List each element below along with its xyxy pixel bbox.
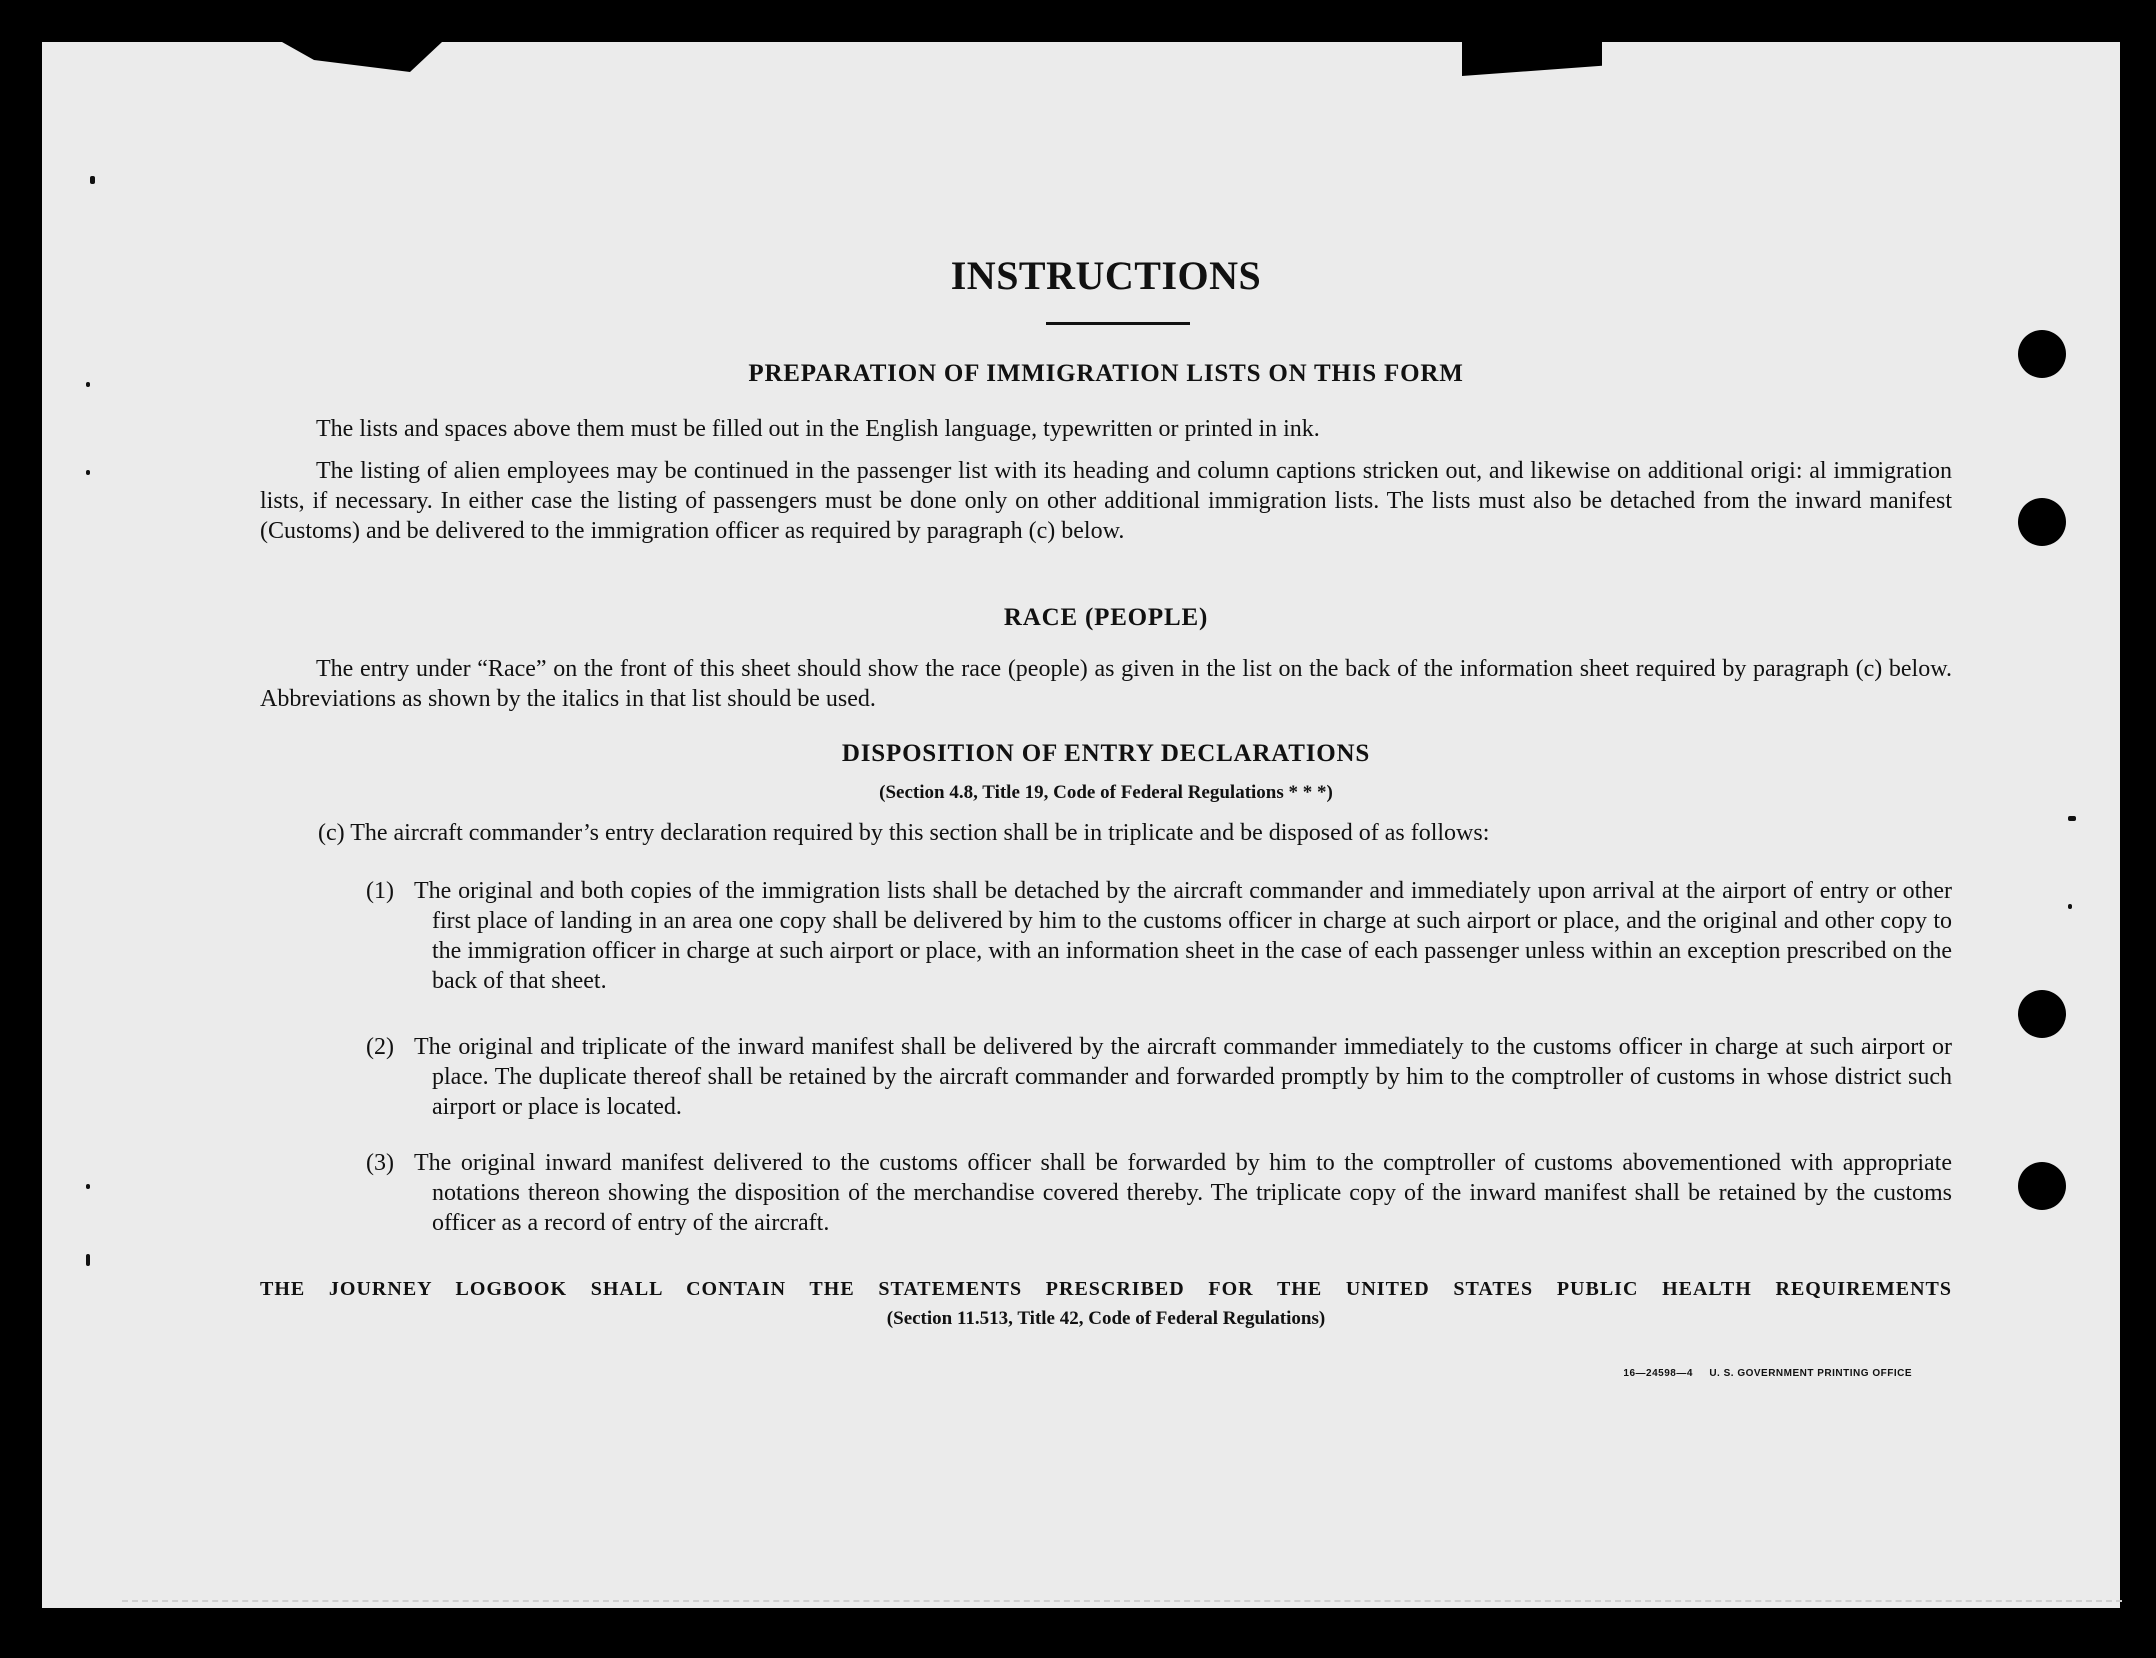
section-heading-disposition: DISPOSITION OF ENTRY DECLARATIONS	[841, 740, 1371, 767]
bleed-through	[902, 80, 910, 114]
title-rule	[1046, 322, 1190, 325]
document-page	[42, 42, 2120, 1608]
punch-hole	[2018, 330, 2066, 378]
torn-edge	[282, 42, 442, 72]
list-item-text: The original and both copies of the immigration lists shall be detached by the aircraft commander and immediately upon arrival at the airport of entry or other first place of landing in an area one copy shall be delivered by him to the customs officer in charge at such airport or place, and the original and other copy to the immigration officer in charge at such airport or place, with an information sheet in the case of each passenger unless within an exception prescribed on the back of that sheet.	[414, 878, 1952, 994]
handwritten-mark	[282, 1520, 295, 1566]
list-item-number: (1)	[366, 878, 394, 904]
footer-caption: THE JOURNEY LOGBOOK SHALL CONTAIN THE STATEMENTS PRESCRIBED FOR THE UNITED STATES PUBLIC HEALTH REQUIREMENTS	[260, 1278, 1952, 1300]
list-item-text: The original and triplicate of the inward manifest shall be delivered by the aircraft commander immediately to the customs officer in charge at such airport or place. The duplicate thereof shall be retained by the aircraft commander and forwarded promptly by him to the comptroller of customs in whose district such airport or place is located.	[414, 1034, 1952, 1120]
list-item-number: (3)	[366, 1150, 394, 1176]
paragraph-lead: (c) The aircraft commander’s entry declaration required by this section shall be in triplicate and be disposed of as follows:	[318, 820, 1490, 846]
paragraph: The lists and spaces above them must be filled out in the English language, typewritten or printed in ink.	[316, 416, 1320, 442]
speck	[86, 1254, 90, 1266]
bottom-edge-dashes	[122, 1600, 2122, 1602]
speck	[86, 470, 90, 475]
paragraph: The listing of alien employees may be continued in the passenger list with its heading and column captions stricken out, and likewise on additional origi: al immigration lists, if necessary. In either case the listing of passengers must be done only on other additional immigration lists. The lists must also be detached from the inward manifest (Customs) and be delivered to the immigration officer as required by paragraph (c) below.	[260, 458, 1952, 544]
section-citation: (Section 4.8, Title 19, Code of Federal Regulations * * *)	[879, 782, 1333, 803]
torn-edge	[1462, 42, 1602, 76]
paragraph: The entry under “Race” on the front of this sheet should show the race (people) as given in the list on the back of the information sheet required by paragraph (c) below. Abbreviations as shown by the italics in that list should be used.	[260, 656, 1952, 712]
print-code	[1623, 1368, 1912, 1379]
page-title: INSTRUCTIONS	[950, 253, 1262, 298]
speck	[86, 382, 90, 387]
section-heading-race: RACE (PEOPLE)	[1003, 604, 1209, 631]
speck	[86, 1184, 90, 1189]
punch-hole	[2018, 498, 2066, 546]
punch-hole	[2018, 990, 2066, 1038]
punch-hole	[2018, 1162, 2066, 1210]
speck	[2068, 904, 2072, 909]
list-item-text: The original inward manifest delivered to the customs officer shall be forwarded by him to the comptroller of customs abovementioned with appropriate notations thereon showing the disposition of the merchandise covered thereby. The triplicate copy of the inward manifest shall be retained by the customs officer as a record of entry of the aircraft.	[414, 1150, 1952, 1236]
speck	[2068, 816, 2076, 821]
printer-name: U. S. GOVERNMENT PRINTING OFFICE	[1709, 1368, 1912, 1379]
section-heading-preparation: PREPARATION OF IMMIGRATION LISTS ON THIS FORM	[748, 360, 1464, 387]
print-code-number: 16—24598—4	[1623, 1368, 1693, 1379]
list-item-number: (2)	[366, 1034, 394, 1060]
footer-citation: (Section 11.513, Title 42, Code of Federal Regulations)	[886, 1308, 1326, 1329]
speck	[90, 176, 95, 184]
